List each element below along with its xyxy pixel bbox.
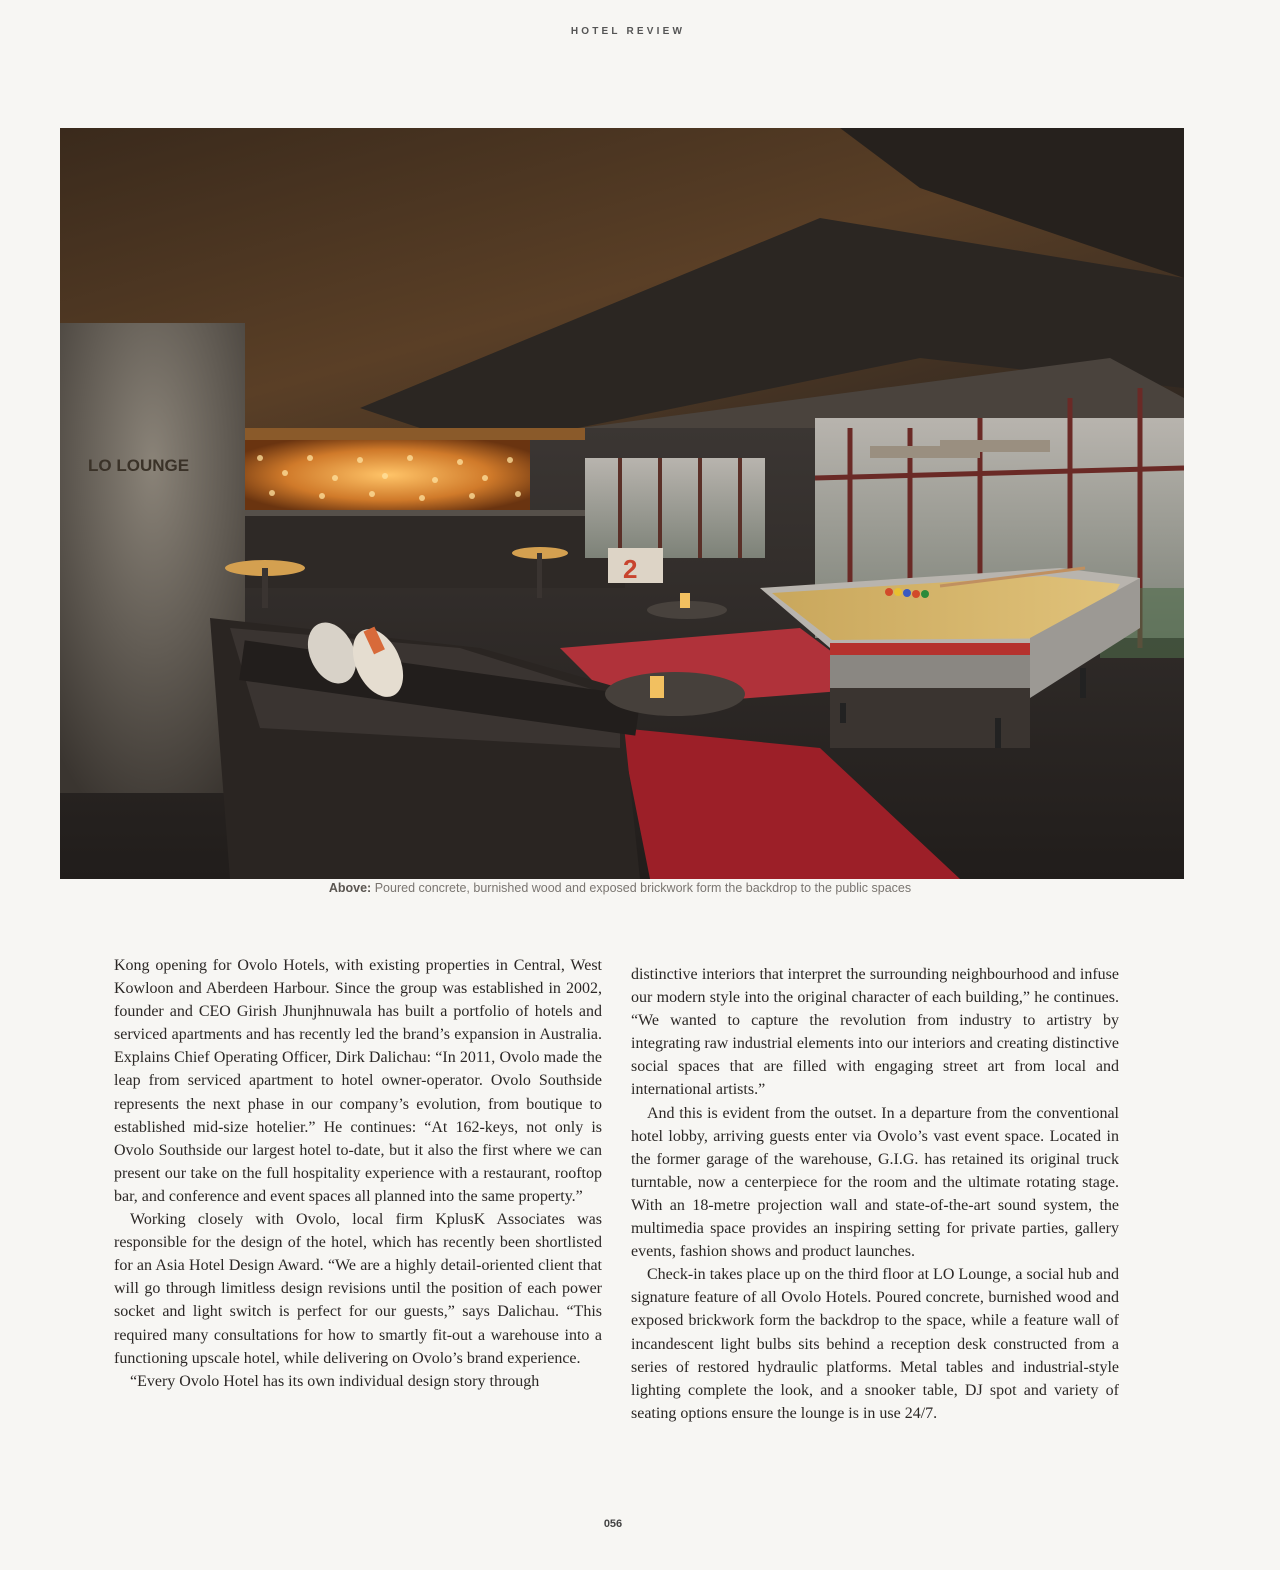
article-paragraph: distinctive interiors that interpret the surrounding neighbourhood and infuse our modern style into the original character of each building,” he continues. “We wanted to capture the revolution from industry to artistry by integrating raw industrial elements into our interiors and creating distinctive social spaces that are filled with engaging street art from local and international artists.” [631, 966, 1119, 1099]
caption-label: Above: [328, 881, 372, 895]
section-header: HOTEL REVIEW [570, 26, 686, 37]
cushion-number: 2 [623, 554, 638, 584]
article-column-right [631, 963, 1119, 1425]
article-column-left [114, 954, 602, 1393]
photo-caption [0, 881, 1240, 895]
lo-lounge-sign: LO LOUNGE [88, 456, 190, 475]
article-paragraph: Check-in takes place up on the third floor at LO Lounge, a social hub and signature feature of all Ovolo Hotels. Poured concrete, burnished wood and exposed brickwork form the backdrop to the space, while a feature wall of incandescent light bulbs sits behind a reception desk constructed from a series of restored hydraulic platforms. Metal tables and industrial-style lighting complete the look, and a snooker table, DJ spot and variety of seating options ensure the lounge is in use 24/7. [631, 1266, 1119, 1422]
article-paragraph: Working closely with Ovolo, local firm KplusK Associates was responsible for the design of the hotel, which has recently been shortlisted for an Asia Hotel Design Award. “We are a highly detail-oriented client that will go through limitless design revisions until the position of each power socket and light switch is perfect for our guests,” says Dalichau. “This required many consultations for how to smartly fit-out a warehouse into a functioning upscale hotel, while delivering on Ovolo’s brand experience. [114, 1211, 602, 1367]
lounge-photo [60, 128, 1184, 879]
page-number: 056 [603, 1518, 623, 1530]
article-paragraph: And this is evident from the outset. In a departure from the conventional hotel lobby, arriving guests enter via Ovolo’s vast event space. Located in the former garage of the warehouse, G.I.G. has retained its original truck turntable, now a centerpiece for the room and the ultimate rotating stage. With an 18-metre projection wall and state-of-the-art sound system, the multimedia space provides an inspiring setting for private parties, gallery events, fashion shows and product launches. [631, 1104, 1119, 1261]
article-paragraph: “Every Ovolo Hotel has its own individual design story through [130, 1372, 540, 1390]
caption-text: Poured concrete, burnished wood and exposed brickwork form the backdrop to the public spaces [371, 881, 912, 895]
article-paragraph: Kong opening for Ovolo Hotels, with existing properties in Central, West Kowloon and Aberdeen Harbour. Since the group was established in 2002, founder and CEO Girish Jhunjhnuwala has built a portfolio of hotels and serviced apartments and has recently led the brand’s expansion in Australia. Explains Chief Operating Officer, Dirk Dalichau: “In 2011, Ovolo made the leap from serviced apartment to hotel owner-operator. Ovolo Southside represents the next phase in our company’s evolution, from boutique to established mid-size hotelier.” He continues: “At 162-keys, not only is Ovolo Southside our largest hotel to-date, but it also the first where we can present our take on the full hospitality experience with a restaurant, rooftop bar, and conference and event spaces all planned into the same property.” [114, 957, 602, 1205]
